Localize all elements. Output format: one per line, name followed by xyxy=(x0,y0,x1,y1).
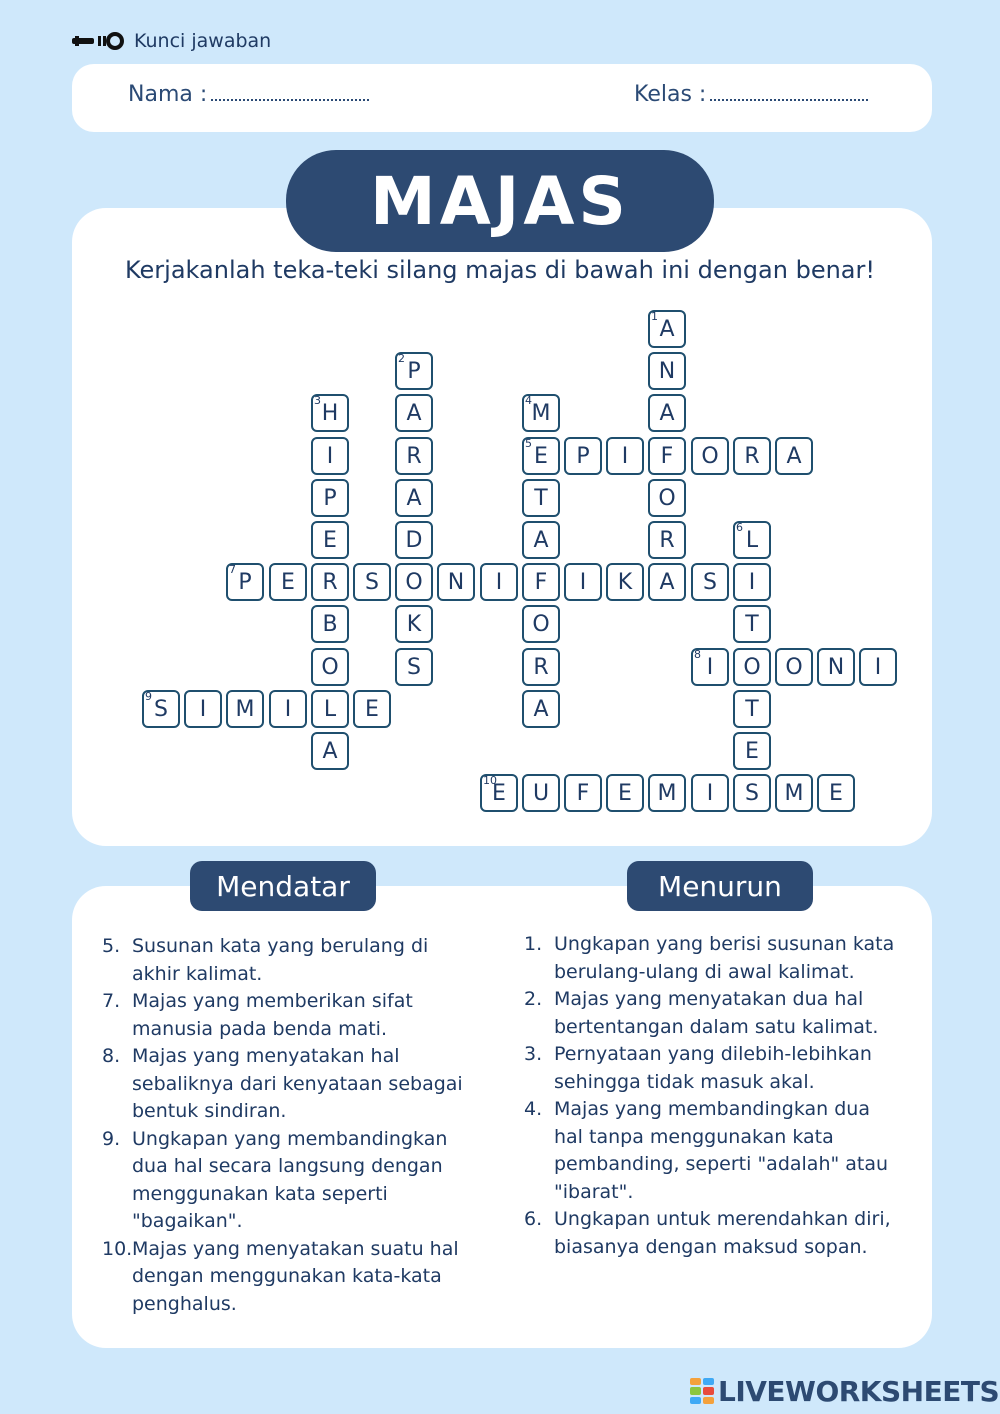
cell-letter: A xyxy=(659,400,675,426)
crossword-cell[interactable] xyxy=(733,732,771,770)
answer-key-indicator xyxy=(72,28,271,54)
clue-item-number: 8. xyxy=(102,1045,121,1067)
clue-number: 5 xyxy=(525,437,532,450)
clue-item-number: 7. xyxy=(102,990,121,1012)
cell-letter: K xyxy=(617,569,633,595)
liveworksheets-logo-icon xyxy=(690,1378,714,1404)
cell-letter: N xyxy=(827,654,845,680)
cell-letter: R xyxy=(659,527,675,553)
name-label: Nama : xyxy=(128,82,208,107)
crossword-cell[interactable] xyxy=(859,648,897,686)
clue-number: 2 xyxy=(398,352,405,365)
crossword-cell[interactable] xyxy=(606,563,644,601)
cell-letter: N xyxy=(658,358,676,384)
cell-letter: S xyxy=(365,569,379,595)
cell-letter: E xyxy=(365,696,379,722)
clue-number: 4 xyxy=(525,394,532,407)
crossword-cell[interactable] xyxy=(564,774,602,812)
cell-letter: S xyxy=(407,654,421,680)
clue-item xyxy=(524,1041,896,1096)
crossword-cell[interactable] xyxy=(522,774,560,812)
down-heading: Menurun xyxy=(627,861,813,911)
crossword-cell[interactable] xyxy=(311,732,349,770)
cell-letter: L xyxy=(745,527,759,553)
clue-item-text: Majas yang membandingkan dua hal tanpa menggunakan kata pembanding, seperti "adalah" atau "ibarat". xyxy=(554,1098,889,1203)
clue-item xyxy=(102,1043,482,1126)
student-info-card xyxy=(72,64,932,132)
crossword-cell[interactable] xyxy=(395,605,433,643)
cell-letter: O xyxy=(321,654,339,680)
crossword-cell[interactable] xyxy=(311,479,349,517)
crossword-cell[interactable] xyxy=(522,394,560,432)
cell-letter: T xyxy=(745,696,759,722)
crossword-cell[interactable] xyxy=(648,352,686,390)
cell-letter: O xyxy=(785,654,803,680)
clue-item xyxy=(524,1096,896,1206)
cell-letter: P xyxy=(576,443,590,469)
clue-number: 8 xyxy=(694,648,701,661)
crossword-cell[interactable] xyxy=(311,648,349,686)
cell-letter: K xyxy=(406,611,422,637)
crossword-cell[interactable] xyxy=(395,394,433,432)
cell-letter: M xyxy=(531,400,551,426)
crossword-cell[interactable] xyxy=(564,563,602,601)
crossword-cell[interactable] xyxy=(606,437,644,475)
clue-item xyxy=(524,986,896,1041)
clue-number: 6 xyxy=(736,521,743,534)
liveworksheets-brand: LIVEWORKSHEETS xyxy=(718,1374,1000,1408)
clue-item-number: 4. xyxy=(524,1098,543,1120)
crossword-cell[interactable] xyxy=(184,690,222,728)
cell-letter: E xyxy=(281,569,295,595)
cell-letter: O xyxy=(743,654,761,680)
cell-letter: R xyxy=(322,569,338,595)
crossword-cell[interactable] xyxy=(480,563,518,601)
clue-item-number: 10. xyxy=(102,1237,133,1260)
cell-letter: I xyxy=(874,654,882,680)
clue-item-text: Majas yang menyatakan suatu hal dengan menggunakan kata-kata penghalus. xyxy=(132,1237,459,1315)
cell-letter: O xyxy=(701,443,719,469)
crossword-cell[interactable] xyxy=(522,605,560,643)
crossword-cell[interactable] xyxy=(691,563,729,601)
clue-item xyxy=(102,1236,482,1319)
crossword-cell[interactable] xyxy=(648,774,686,812)
cell-letter: M xyxy=(657,780,677,806)
clue-number: 7 xyxy=(229,563,236,576)
cell-letter: A xyxy=(406,400,422,426)
cell-letter: N xyxy=(447,569,465,595)
clue-number: 1 xyxy=(651,310,658,323)
cell-letter: A xyxy=(786,443,802,469)
class-field[interactable] xyxy=(634,82,868,107)
clue-item-number: 5. xyxy=(102,935,121,957)
down-clue-list xyxy=(524,931,896,1261)
crossword-cell[interactable] xyxy=(691,437,729,475)
clue-item-number: 9. xyxy=(102,1127,121,1150)
crossword-cell[interactable] xyxy=(269,690,307,728)
crossword-cell[interactable] xyxy=(142,690,180,728)
across-heading: Mendatar xyxy=(190,861,376,911)
crossword-cell[interactable] xyxy=(353,690,391,728)
cell-letter: A xyxy=(533,696,549,722)
clue-item-text: Susunan kata yang berulang di akhir kalimat. xyxy=(132,935,429,985)
cell-letter: E xyxy=(323,527,337,553)
crossword-cell[interactable] xyxy=(311,437,349,475)
crossword-cell[interactable] xyxy=(648,394,686,432)
cell-letter: I xyxy=(621,443,629,469)
crossword-cell[interactable] xyxy=(691,648,729,686)
crossword-cell[interactable] xyxy=(733,690,771,728)
clue-item xyxy=(102,988,482,1043)
crossword-cell[interactable] xyxy=(733,437,771,475)
crossword-cell[interactable] xyxy=(648,563,686,601)
cell-letter: A xyxy=(406,485,422,511)
cell-letter: I xyxy=(199,696,207,722)
crossword-cell[interactable] xyxy=(522,521,560,559)
cell-letter: E xyxy=(829,780,843,806)
crossword-cell[interactable] xyxy=(480,774,518,812)
cell-letter: I xyxy=(706,654,714,680)
across-clue-list xyxy=(102,933,482,1318)
crossword-cell[interactable] xyxy=(522,563,560,601)
clue-item xyxy=(102,1126,482,1236)
name-blank[interactable] xyxy=(211,83,369,101)
cell-letter: I xyxy=(326,443,334,469)
cell-letter: U xyxy=(532,780,550,806)
crossword-cell[interactable] xyxy=(522,648,560,686)
crossword-cell[interactable] xyxy=(353,563,391,601)
cell-letter: T xyxy=(745,611,759,637)
cell-letter: O xyxy=(532,611,550,637)
cell-letter: P xyxy=(238,569,252,595)
cell-letter: A xyxy=(533,527,549,553)
class-label: Kelas : xyxy=(634,82,707,107)
cell-letter: F xyxy=(660,443,674,469)
crossword-cell[interactable] xyxy=(395,563,433,601)
cell-letter: T xyxy=(534,485,548,511)
crossword-cell[interactable] xyxy=(311,690,349,728)
key-icon xyxy=(72,30,124,52)
crossword-cell[interactable] xyxy=(311,521,349,559)
cell-letter: E xyxy=(534,443,548,469)
clue-item-text: Ungkapan untuk merendahkan diri, biasanya dengan maksud sopan. xyxy=(554,1208,891,1258)
cell-letter: O xyxy=(658,485,676,511)
page-title: MAJAS xyxy=(286,150,714,252)
crossword-cell[interactable] xyxy=(395,521,433,559)
crossword-cell[interactable] xyxy=(733,774,771,812)
class-blank[interactable] xyxy=(710,83,868,101)
clue-item-number: 1. xyxy=(524,933,543,955)
clue-item-number: 6. xyxy=(524,1208,543,1230)
cell-letter: S xyxy=(154,696,168,722)
cell-letter: S xyxy=(745,780,759,806)
crossword-cell[interactable] xyxy=(733,563,771,601)
clue-number: 9 xyxy=(145,690,152,703)
cell-letter: S xyxy=(703,569,717,595)
cell-letter: I xyxy=(579,569,587,595)
cell-letter: A xyxy=(659,569,675,595)
crossword-cell[interactable] xyxy=(395,648,433,686)
crossword-cell[interactable] xyxy=(733,648,771,686)
cell-letter: F xyxy=(534,569,548,595)
liveworksheets-logo xyxy=(690,1374,999,1408)
answer-key-label: Kunci jawaban xyxy=(134,30,272,52)
cell-letter: E xyxy=(492,780,506,806)
cell-letter: A xyxy=(659,316,675,342)
crossword-cell[interactable] xyxy=(522,437,560,475)
cell-letter: R xyxy=(744,443,760,469)
name-field[interactable] xyxy=(128,82,369,107)
crossword-cell[interactable] xyxy=(269,563,307,601)
crossword-cell[interactable] xyxy=(564,437,602,475)
clue-item-text: Majas yang memberikan sifat manusia pada benda mati. xyxy=(132,990,413,1040)
crossword-card xyxy=(72,208,932,846)
crossword-cell[interactable] xyxy=(395,437,433,475)
cell-letter: R xyxy=(406,443,422,469)
clue-number: 3 xyxy=(314,394,321,407)
cell-letter: D xyxy=(405,527,423,553)
cell-letter: I xyxy=(495,569,503,595)
cell-letter: O xyxy=(405,569,423,595)
clue-item-number: 3. xyxy=(524,1043,543,1065)
crossword-cell[interactable] xyxy=(733,605,771,643)
clue-item-text: Majas yang menyatakan hal sebaliknya dari kenyataan sebagai bentuk sindiran. xyxy=(132,1045,463,1122)
crossword-cell[interactable] xyxy=(775,437,813,475)
crossword-cell[interactable] xyxy=(226,563,264,601)
crossword-cell[interactable] xyxy=(311,563,349,601)
crossword-cell[interactable] xyxy=(311,394,349,432)
cell-letter: F xyxy=(576,780,590,806)
clue-item-number: 2. xyxy=(524,988,543,1010)
cell-letter: A xyxy=(322,738,338,764)
crossword-cell[interactable] xyxy=(395,479,433,517)
crossword-cell[interactable] xyxy=(522,690,560,728)
crossword-cell[interactable] xyxy=(648,479,686,517)
cell-letter: P xyxy=(323,485,337,511)
cell-letter: E xyxy=(618,780,632,806)
crossword-cell[interactable] xyxy=(226,690,264,728)
crossword-cell[interactable] xyxy=(606,774,644,812)
cell-letter: M xyxy=(235,696,255,722)
cell-letter: H xyxy=(321,400,339,426)
cell-letter: R xyxy=(533,654,549,680)
instruction-text: Kerjakanlah teka-teki silang majas di bawah ini dengan benar! xyxy=(125,256,875,284)
cell-letter: E xyxy=(745,738,759,764)
crossword-cell[interactable] xyxy=(311,605,349,643)
cell-letter: P xyxy=(407,358,421,384)
crossword-cell[interactable] xyxy=(733,521,771,559)
crossword-cell[interactable] xyxy=(648,521,686,559)
cell-letter: B xyxy=(322,611,338,637)
crossword-cell[interactable] xyxy=(691,774,729,812)
clue-item xyxy=(524,1206,896,1261)
clue-item xyxy=(524,931,896,986)
crossword-cell[interactable] xyxy=(648,437,686,475)
clue-item-text: Majas yang menyatakan dua hal bertentangan dalam satu kalimat. xyxy=(554,988,879,1038)
clue-item-text: Ungkapan yang berisi susunan kata berulang-ulang di awal kalimat. xyxy=(554,933,895,983)
crossword-cell[interactable] xyxy=(522,479,560,517)
crossword-cell[interactable] xyxy=(775,648,813,686)
crossword-cell[interactable] xyxy=(775,774,813,812)
cell-letter: M xyxy=(784,780,804,806)
clue-item-text: Ungkapan yang membandingkan dua hal secara langsung dengan menggunakan kata seperti "bagaikan". xyxy=(132,1127,448,1232)
crossword-cell[interactable] xyxy=(648,310,686,348)
cell-letter: I xyxy=(748,569,756,595)
clue-item xyxy=(102,933,482,988)
cell-letter: L xyxy=(323,696,337,722)
crossword-cell[interactable] xyxy=(817,648,855,686)
crossword-cell[interactable] xyxy=(437,563,475,601)
cell-letter: I xyxy=(706,780,714,806)
crossword-cell[interactable] xyxy=(817,774,855,812)
crossword-cell[interactable] xyxy=(395,352,433,390)
cell-letter: I xyxy=(284,696,292,722)
clue-item-text: Pernyataan yang dilebih-lebihkan sehingga tidak masuk akal. xyxy=(554,1043,872,1093)
clue-number: 10 xyxy=(483,774,497,787)
